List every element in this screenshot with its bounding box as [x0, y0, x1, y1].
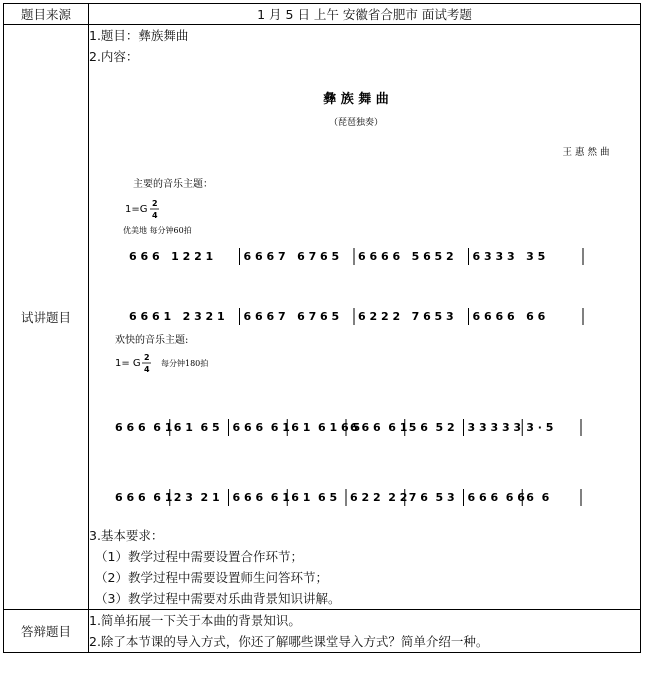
theme1-row1: [129, 248, 583, 265]
topic-line: 1.题目：彝族舞曲: [89, 28, 189, 43]
score-measure: 7 6 5 3: [408, 491, 455, 504]
score-measure: 2 3 2 1: [173, 491, 220, 504]
defense-question: 1.简单拓展一下关于本曲的背景知识。: [89, 613, 301, 628]
score-measure: 6 6 6 6 1: [232, 491, 290, 504]
score-measure: 6 6 6 7 6 7 6 5: [243, 310, 340, 323]
score-measure: 5 6 5 2: [408, 421, 455, 434]
trial-label: 试讲题目: [4, 25, 89, 610]
score-measure: 3 · 5: [526, 421, 554, 434]
defense-row: [4, 610, 641, 653]
source-value: 1 月 5 日 上午 安徽省合肥市 面试考题: [89, 4, 641, 25]
music-score: [89, 67, 640, 525]
theme1-row2: [129, 308, 583, 325]
theme1-key: 1=G: [125, 204, 148, 215]
score-measure: 6 6 6 6 1: [232, 421, 290, 434]
score-subtitle: （琵琶独奏）: [328, 118, 384, 128]
score-measure: 6 6: [526, 491, 550, 504]
score-measure: 6 6 6 1 2 3 2 1: [129, 310, 225, 323]
score-measure: 6 3 3 3 3 5: [472, 250, 546, 263]
theme2-row1: [115, 419, 581, 436]
trial-row: [4, 25, 641, 610]
score-measure: 6 6 6 6 1: [115, 491, 173, 504]
score-measure: 6 2 2 2 2: [350, 491, 408, 504]
theme2-key: 1= G: [115, 358, 141, 369]
score-measure: 6 6 6 6 6 6: [472, 310, 546, 323]
score-measure: 6 6 6 6 5 6 5 2: [358, 250, 454, 263]
theme1-meter-top: 2: [152, 199, 158, 208]
score-composer: 王 惠 然 曲: [562, 147, 610, 158]
score-measure: 6 6 6 1 2 2 1: [129, 250, 214, 263]
content-line: 2.内容：: [89, 49, 139, 64]
theme1-tempo: 优美地 每分钟60拍: [123, 226, 192, 235]
score-measure: 6 6 6 6 1: [350, 421, 408, 434]
score-measure: 3 3 3 3 3: [467, 421, 522, 434]
requirements-title: 3.基本要求：: [89, 528, 164, 543]
requirement-item: （2）教学过程中需要设置师生问答环节；: [95, 570, 328, 585]
score-measure: 6 1 6 1 6 5: [291, 421, 361, 434]
theme2-row2: [115, 489, 581, 506]
theme2-meter-bottom: 4: [144, 365, 150, 374]
header-row: [4, 4, 641, 25]
score-measure: 6 1 6 5: [291, 491, 338, 504]
requirement-item: （1）教学过程中需要设置合作环节；: [95, 549, 303, 564]
score-measure: 6 6 6 7 6 7 6 5: [243, 250, 340, 263]
source-label: 题目来源: [4, 4, 89, 25]
theme1-meter-bottom: 4: [152, 211, 158, 220]
exam-table: [3, 3, 641, 653]
requirement-item: （3）教学过程中需要对乐曲背景知识讲解。: [95, 591, 341, 606]
theme2-meter-top: 2: [144, 353, 150, 362]
defense-label: 答辩题目: [4, 610, 89, 653]
theme2-tempo: 每分钟180拍: [161, 359, 209, 368]
score-measure: 6 1 6 5: [173, 421, 220, 434]
defense-question: 2.除了本节课的导入方式，你还了解哪些课堂导入方式？简单介绍一种。: [89, 634, 489, 649]
trial-content: [89, 25, 641, 610]
theme2-label: 欢快的音乐主题:: [115, 335, 189, 346]
theme1-label: 主要的音乐主题：: [133, 179, 213, 190]
score-measure: 6 2 2 2 7 6 5 3: [358, 310, 454, 323]
defense-content: [89, 610, 641, 653]
score-title: 彝 族 舞 曲: [323, 92, 389, 107]
score-measure: 6 6 6 6 1: [115, 421, 173, 434]
score-svg: [89, 67, 637, 525]
score-measure: 6 6 6 6 6: [467, 491, 525, 504]
